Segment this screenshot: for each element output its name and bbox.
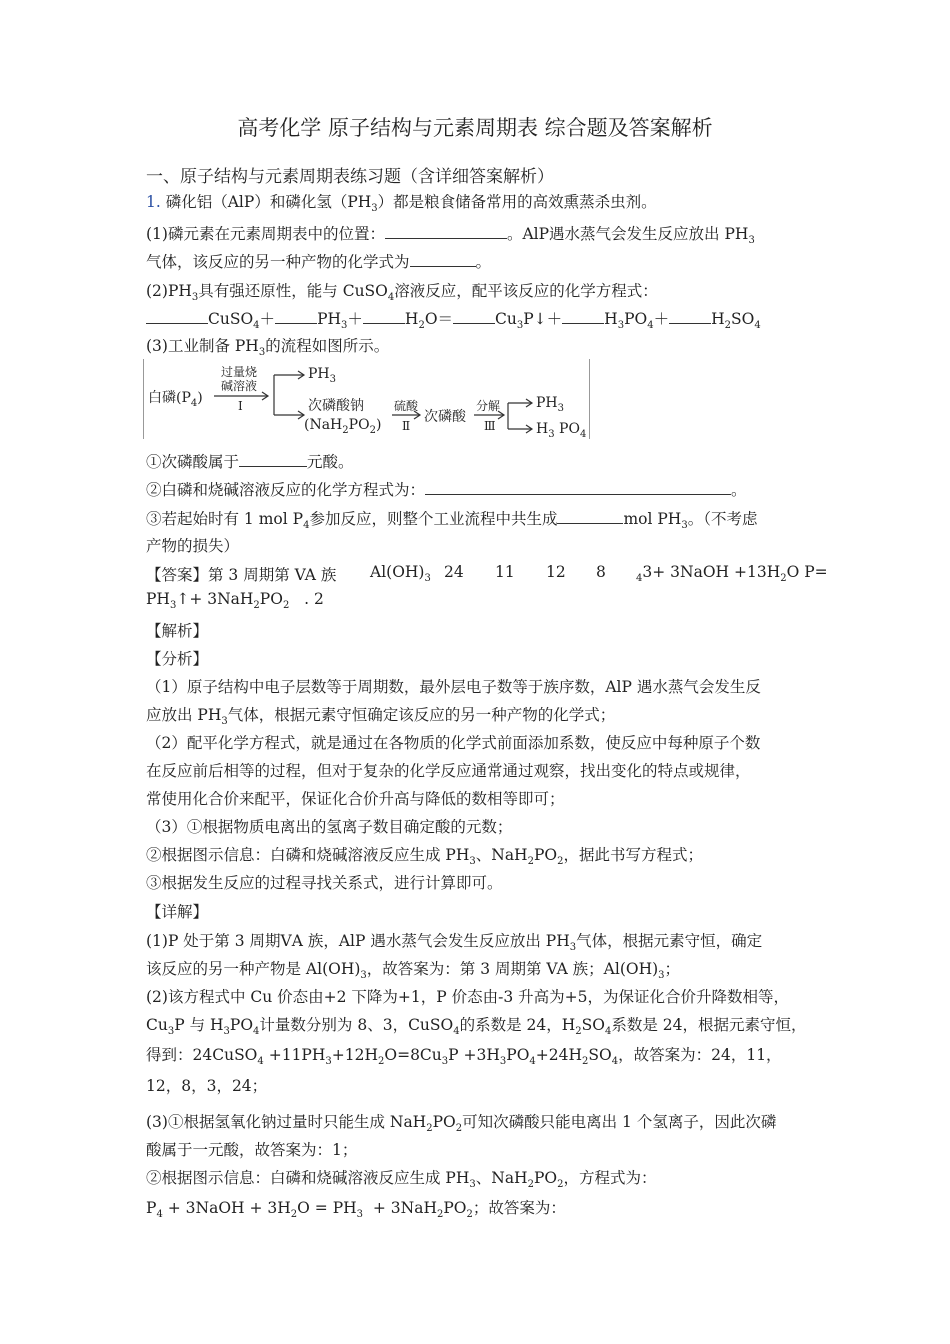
detail-3a: [146, 1110, 776, 1134]
text: 白磷(P: [148, 390, 191, 406]
sodium-hypophosphite-label: 次磷酸钠: [308, 398, 364, 414]
sub: 3: [557, 403, 565, 414]
text: PO: [443, 1199, 467, 1217]
text: 、NaH: [475, 846, 528, 864]
detail-5-equation: [146, 1196, 566, 1220]
text: PO: [506, 1046, 530, 1064]
section-heading: 一、原子结构与元素周期表练习题（含详细答案解析）: [146, 167, 554, 187]
text: +24H: [535, 1046, 583, 1064]
answer-blank: [410, 252, 476, 267]
sub: 2: [437, 1209, 444, 1220]
sub: 2: [724, 320, 732, 331]
sub: 3: [681, 520, 688, 531]
sub-item-3-cont: 产物的损失）: [146, 537, 240, 555]
text: 气体，根据元素守恒，确定: [576, 932, 763, 950]
text: 的流程如图所示。: [265, 337, 390, 355]
sub: 4: [605, 1026, 612, 1037]
analysis-2c: 常使用化合价来配平，保证化合价升高与降低的数相等即可；: [146, 790, 565, 808]
text: 得到：24CuSO: [146, 1046, 258, 1064]
sub: 3: [329, 374, 337, 385]
text: 、NaH: [475, 1169, 528, 1187]
sub: 3: [223, 1026, 230, 1037]
sub: 2: [527, 856, 534, 867]
sub: 3: [341, 320, 348, 331]
text: 可知次磷酸只能电离出 1 个氢离子，因此次磷: [462, 1113, 777, 1131]
coef-blank: [146, 309, 208, 324]
sulfuric-acid-label: 硫酸: [394, 399, 419, 413]
sub: 2: [527, 1179, 534, 1190]
text: PH: [146, 590, 170, 608]
text: ；故答案为：: [472, 1199, 566, 1217]
answer-equation-fragment: [636, 563, 828, 584]
text: O=8Cu: [384, 1046, 442, 1064]
sub: 4: [253, 1026, 260, 1037]
formula: PH: [317, 310, 342, 328]
xiangjie-label: 【详解】: [146, 903, 209, 921]
text: 参加反应，则整个工业流程中共生成: [309, 510, 558, 528]
text: +11PH: [268, 1046, 326, 1064]
answer-coef-11: 11: [495, 563, 515, 581]
sub: 4: [754, 320, 761, 331]
formula: H: [404, 310, 419, 328]
text: (2)PH: [146, 282, 192, 300]
sub: 3: [569, 942, 577, 953]
text: SO: [588, 1046, 612, 1064]
sub-item-2: [146, 478, 747, 500]
question-intro-text: 磷化铝（AlP）和磷化氢（PH: [165, 193, 372, 211]
sub: 3: [424, 573, 431, 584]
sub: 3: [356, 1209, 364, 1220]
formula: P↓＋: [523, 310, 563, 328]
text: ，方程式为：: [563, 1169, 657, 1187]
text: PO: [554, 421, 580, 437]
answer-blank: [425, 480, 731, 495]
sub: 3: [469, 856, 476, 867]
answer-coef-12: 12: [546, 563, 566, 581]
analysis-2a: （2）配平化学方程式，就是通过在各物质的化学式前面添加系数，使反应中每种原子个数: [146, 734, 761, 752]
text: ，故答案为：第 3 周期第 VA 族；Al(OH): [366, 960, 659, 978]
text: 元酸。: [307, 453, 354, 471]
sub: 4: [387, 292, 395, 303]
detail-2a: (2)该方程式中 Cu 价态由+2 下降为+1，P 价态由-3 升高为+5，为保证化合价升降数相等，: [146, 988, 790, 1006]
text: 。AlP遇水蒸气会发生反应放出 PH: [506, 225, 749, 243]
sub: 2: [466, 1209, 473, 1220]
text: (1)P 处于第 3 周期ⅤA 族，AlP 遇水蒸气会发生反应放出 PH: [146, 932, 570, 950]
sub-question-1-cont: [146, 250, 491, 272]
formula: Cu: [495, 310, 517, 328]
sub: 2: [557, 856, 564, 867]
sub: 4: [257, 1056, 264, 1067]
text: O = PH: [297, 1199, 357, 1217]
text: 具有强还原性，能与 CuSO: [198, 282, 388, 300]
formula: SO: [731, 310, 755, 328]
detail-1a: [146, 929, 762, 953]
sub: 3: [658, 970, 665, 981]
sub: 4: [303, 520, 310, 531]
sub-question-3: [146, 334, 389, 358]
sub-question-2: [146, 279, 658, 303]
sub: 4: [190, 398, 198, 409]
sub: 3: [499, 1056, 507, 1067]
formula: PO: [624, 310, 648, 328]
detail-3b: 酸属于一元酸，故答案为：1；: [146, 1141, 358, 1159]
text: ②白磷和烧碱溶液反应的化学方程式为：: [146, 481, 426, 499]
jiexi-label: 【解析】: [146, 622, 209, 640]
detail-2-equation: [146, 1043, 782, 1067]
text: PO: [259, 590, 283, 608]
formula: O＝: [424, 310, 454, 328]
formula: CuSO: [208, 310, 254, 328]
text: 应放出 PH: [146, 706, 222, 724]
hypophosphorous-acid-label: 次磷酸: [424, 409, 466, 425]
text: (1)磷元素在元素周期表中的位置：: [146, 225, 385, 243]
coef-blank: [275, 309, 317, 324]
text: 3+ 3NaOH: [642, 563, 730, 581]
detail-1b: [146, 957, 680, 981]
answer-blank: [557, 509, 623, 524]
text: 计量数分别为 8、3，CuSO: [259, 1016, 454, 1034]
text: ↑+ 3NaH: [176, 590, 254, 608]
detail-2-end: 12，8，3，24；: [146, 1077, 268, 1095]
text: 的系数是 24，H: [459, 1016, 576, 1034]
step-1-label: Ⅰ: [238, 399, 243, 413]
text: + 3NaOH + 3H: [167, 1199, 291, 1217]
final-ph3-label: [536, 395, 564, 414]
plus: ＋: [259, 310, 276, 328]
sub: 3: [371, 203, 378, 214]
sub: 4: [611, 1056, 619, 1067]
text: PO: [348, 417, 370, 433]
analysis-2b: 在反应前后相等的过程，但对于复杂的化学反应通常通过观察，找出变化的特点或规律，: [146, 762, 751, 780]
sub: 4: [636, 573, 643, 584]
text: ②根据图示信息：白磷和烧碱溶液反应生成 PH: [146, 846, 470, 864]
text: 该反应的另一种产物是 Al(OH): [146, 960, 361, 978]
text: ③若起始时有 1 mol P: [146, 510, 304, 528]
formula: H: [711, 310, 725, 328]
fenxi-label: 【分析】: [146, 650, 209, 668]
answer-blank: [239, 452, 307, 467]
text: P 与 H: [174, 1016, 224, 1034]
text: 。: [731, 481, 747, 499]
analysis-4: [146, 843, 703, 867]
sub: 2: [342, 425, 349, 436]
plus: ＋: [347, 310, 363, 328]
sub: 2: [582, 1056, 589, 1067]
sub: 3: [169, 600, 177, 611]
text: ②根据图示信息：白磷和烧碱溶液反应生成 PH: [146, 1169, 470, 1187]
text: PH: [536, 395, 558, 411]
sub: 3: [221, 716, 228, 727]
text: ，故答案为：24，11，: [618, 1046, 782, 1064]
text: O P=: [786, 563, 828, 581]
sub-item-1: [146, 450, 354, 472]
sub: 3: [748, 235, 755, 246]
step-2-label: Ⅱ: [402, 419, 411, 433]
sub-question-1: [146, 222, 755, 246]
sub: 2: [290, 1209, 298, 1220]
sub: 2: [780, 573, 787, 584]
text: P: [146, 1199, 157, 1217]
sub: 2: [455, 1123, 463, 1134]
question-number: 1.: [146, 193, 161, 211]
sub: 2: [575, 1026, 582, 1037]
decompose-label: 分解: [476, 399, 501, 413]
question-intro-text: ）都是粮食储备常用的高效熏蒸杀虫剂。: [377, 193, 657, 211]
text: + 3NaH: [372, 1199, 437, 1217]
sub-item-3: [146, 507, 757, 531]
answer-aloh3: [370, 563, 431, 584]
sub: 2: [418, 320, 425, 331]
sub: 3: [516, 320, 524, 331]
text: 气体，该反应的另一种产物的化学式为: [146, 253, 410, 271]
detail-4: [146, 1166, 656, 1190]
text: (3)①根据氢氧化钠过量时只能生成 NaH: [146, 1113, 427, 1131]
sub: 2: [253, 600, 260, 611]
sodium-hypophosphite-formula: [304, 417, 381, 436]
text: +13H: [733, 563, 781, 581]
text: Cu: [146, 1016, 168, 1034]
answer-coef-8: 8: [596, 563, 606, 581]
reagent-top-label: 过量烧: [221, 365, 258, 379]
text: 。: [475, 253, 492, 271]
sub: 4: [579, 429, 587, 440]
text: 气体，根据元素守恒确定该反应的另一种产物的化学式；: [227, 706, 616, 724]
text: P: [448, 1046, 459, 1064]
text: Al(OH): [370, 563, 425, 581]
text: SO: [581, 1016, 605, 1034]
coef-blank: [669, 309, 711, 324]
text: PH: [308, 366, 330, 382]
sub: 4: [529, 1056, 536, 1067]
sub: 2: [557, 1179, 564, 1190]
text: PO: [432, 1113, 456, 1131]
analysis-1a: （1）原子结构中电子层数等于周期数，最外层电子数等于族序数，AlP 遇水蒸气会发生反: [146, 678, 761, 696]
coef-blank: [562, 309, 604, 324]
plus: ＋: [653, 310, 670, 328]
text: (NaH: [304, 417, 343, 433]
ph3-product-label: [308, 366, 336, 385]
sub: 3: [167, 1026, 175, 1037]
text: ): [197, 390, 203, 406]
answer-line-2: [146, 590, 324, 611]
coef-blank: [363, 309, 405, 324]
text: ): [375, 417, 382, 433]
sub: 4: [647, 320, 654, 331]
text: H: [536, 421, 549, 437]
document-title: 高考化学 原子结构与元素周期表 综合题及答案解析: [237, 116, 713, 140]
analysis-5: ③根据发生反应的过程寻找关系式，进行计算即可。: [146, 874, 503, 892]
sub: 2: [426, 1123, 433, 1134]
sub: 2: [378, 1056, 385, 1067]
answer-label: 【答案】第 3 周期第 VA 族: [146, 566, 337, 584]
text: ①次磷酸属于: [146, 453, 240, 471]
text: PO: [229, 1016, 254, 1034]
process-flow-diagram: [143, 359, 590, 439]
analysis-3: （3）①根据物质电离出的氢离子数目确定酸的元数；: [146, 818, 513, 836]
sub: 3: [617, 320, 625, 331]
formula: H: [604, 310, 618, 328]
sub: 3: [191, 292, 199, 303]
text: (3)工业制备 PH: [146, 337, 259, 355]
white-phosphorus-label: [148, 387, 203, 409]
text: . 2: [304, 590, 324, 608]
text: ，据此书写方程式；: [563, 846, 703, 864]
coef-blank: [453, 309, 495, 324]
reagent-bottom-label: 碱溶液: [221, 379, 258, 393]
balance-equation: [146, 307, 761, 331]
sub: 4: [253, 320, 260, 331]
text: 系数是 24，根据元素守恒，: [611, 1016, 807, 1034]
sub: 3: [441, 1056, 449, 1067]
final-h3po4-label: [536, 421, 586, 440]
answer-coef-24: 24: [444, 563, 464, 581]
sub: 3: [469, 1179, 476, 1190]
analysis-1b: [146, 703, 615, 727]
text: 。（不考虑: [687, 510, 758, 528]
sub: 2: [282, 600, 290, 611]
sub: 4: [156, 1209, 163, 1220]
step-3-label: Ⅲ: [484, 419, 496, 433]
answer-blank: [385, 224, 507, 239]
sub: 3: [548, 429, 555, 440]
sub: 4: [453, 1026, 460, 1037]
text: PO: [533, 1169, 558, 1187]
text: mol PH: [623, 510, 682, 528]
text: PO: [533, 846, 558, 864]
sub: 3: [325, 1056, 332, 1067]
question-intro: [146, 190, 657, 214]
sub: 3: [360, 970, 367, 981]
text: 溶液反应，配平该反应的化学方程式：: [394, 282, 658, 300]
text: ；: [664, 960, 681, 978]
text: +3H: [463, 1046, 500, 1064]
sub: 3: [258, 347, 266, 358]
sub: 2: [369, 425, 376, 436]
detail-2b: [146, 1013, 807, 1037]
text: +12H: [331, 1046, 378, 1064]
